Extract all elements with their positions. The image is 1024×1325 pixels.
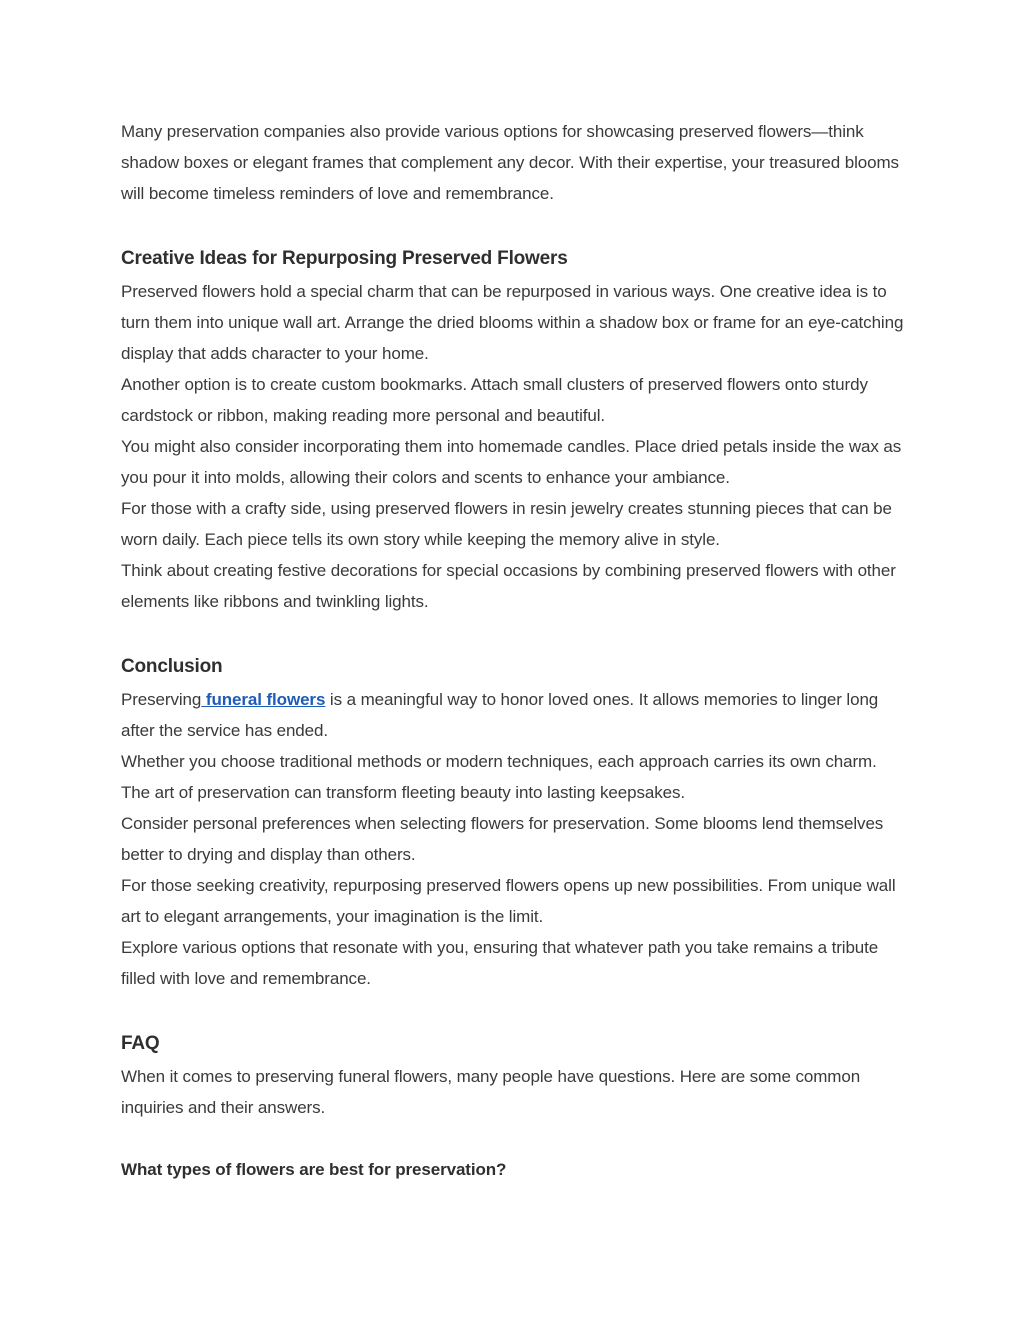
creative-paragraph-decorations: Think about creating festive decorations for special occasions by combining preserved flowers with other elements like ribbons and twinkling lights.: [121, 561, 896, 611]
conclusion-paragraph-preferences: Consider personal preferences when selecting flowers for preservation. Some blooms lend themselves better to drying and display than others.: [121, 814, 884, 864]
spacer: [121, 1123, 906, 1154]
conclusion-heading: Conclusion: [121, 656, 223, 677]
creative-paragraph-candles: You might also consider incorporating them into homemade candles. Place dried petals inside the wax as you pour it into molds, allowing their colors and scents to enhance your ambiance.: [121, 437, 902, 487]
intro-paragraph: Many preservation companies also provide various options for showcasing preserved flowers—think shadow boxes or elegant frames that complement any decor. With their expertise, your treasured blooms will become timeless reminders of love and remembrance.: [121, 122, 899, 203]
creative-paragraph-jewelry: For those with a crafty side, using preserved flowers in resin jewelry creates stunning pieces that can be worn daily. Each piece tells its own story while keeping the memory alive in style.: [121, 499, 892, 549]
conclusion-paragraph-creativity: For those seeking creativity, repurposing preserved flowers opens up new possibilities. From unique wall art to elegant arrangements, your imagination is the limit.: [121, 876, 896, 926]
creative-ideas-heading: Creative Ideas for Repurposing Preserved Flowers: [121, 248, 568, 269]
conclusion-text-before: Preserving: [121, 690, 202, 709]
funeral-flowers-link[interactable]: funeral flowers: [201, 690, 326, 709]
creative-paragraph-bookmarks: Another option is to create custom bookmarks. Attach small clusters of preserved flowers onto sturdy cardstock or ribbon, making reading more personal and beautiful.: [121, 375, 868, 425]
faq-question-1: What types of flowers are best for preservation?: [121, 1160, 507, 1179]
conclusion-text-after: is a meaningful way to honor loved ones. It allows memories to linger long after the service has ended.: [121, 690, 879, 740]
conclusion-paragraph-explore: Explore various options that resonate with you, ensuring that whatever path you take remains a tribute filled with love and remembrance.: [121, 938, 879, 988]
spacer: [121, 994, 906, 1028]
conclusion-paragraph-methods: Whether you choose traditional methods or modern techniques, each approach carries its own charm. The art of preservation can transform fleeting beauty into lasting keepsakes.: [121, 752, 877, 802]
creative-paragraph-wall-art: Preserved flowers hold a special charm that can be repurposed in various ways. One creative idea is to turn them into unique wall art. Arrange the dried blooms within a shadow box or frame for an eye-catching display that adds character to your home.: [121, 282, 904, 363]
faq-heading: FAQ: [121, 1033, 160, 1054]
document-page: [121, 116, 906, 1185]
faq-intro-paragraph: When it comes to preserving funeral flowers, many people have questions. Here are some common inquiries and their answers.: [121, 1067, 861, 1117]
conclusion-paragraph-intro: [121, 684, 906, 746]
spacer: [121, 209, 906, 243]
spacer: [121, 617, 906, 651]
